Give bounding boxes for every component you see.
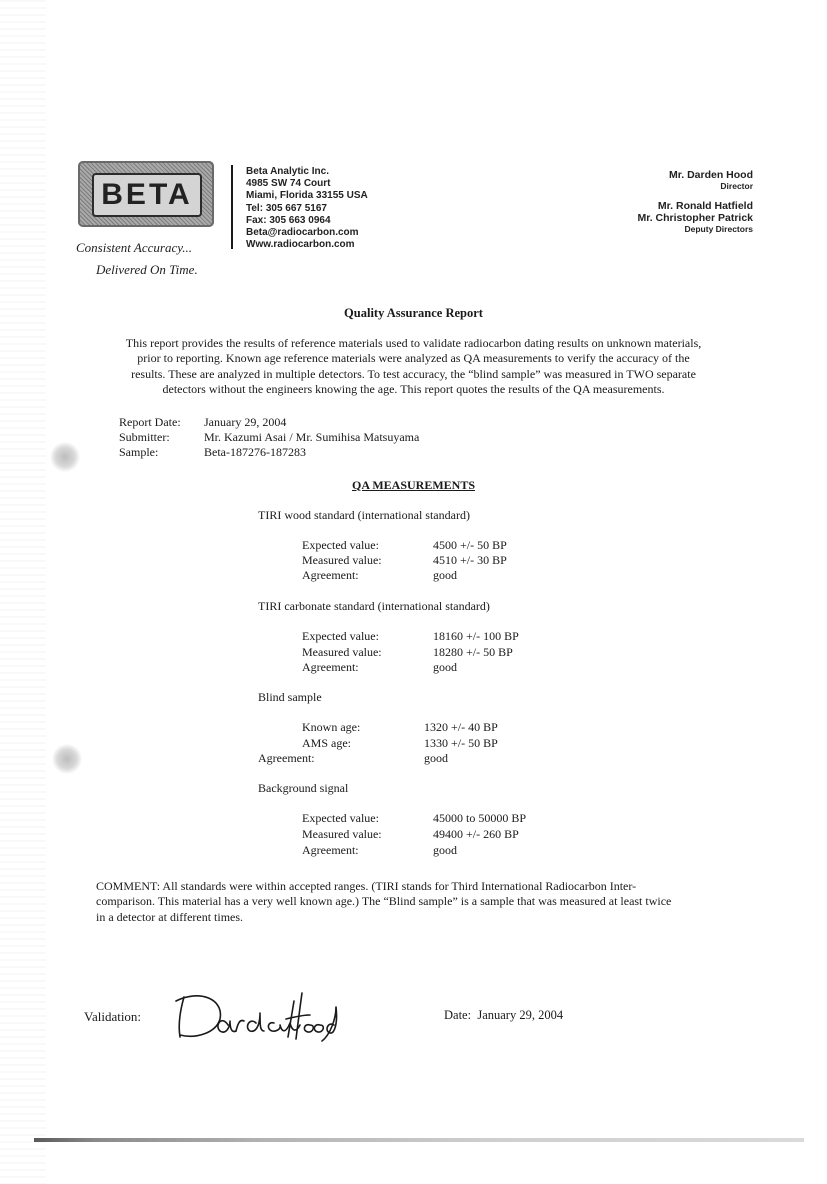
intro-line: detectors without the engineers knowing the age. This report quotes the results of the QA measurements. [162, 382, 665, 397]
row-value: 1320 +/- 40 BP [424, 720, 498, 734]
row-label: Expected value: [302, 811, 379, 825]
letterhead-divider [231, 165, 233, 249]
report-date-value: January 29, 2004 [204, 415, 287, 429]
beta-logo [78, 161, 214, 227]
row-label: Known age: [302, 720, 361, 734]
row-value: 18160 +/- 100 BP [433, 629, 519, 643]
company-address [246, 166, 368, 251]
website-line: Www.radiocarbon.com [246, 239, 355, 251]
comment-line: COMMENT: All standards were within accepted ranges. (TIRI stands for Third International Radiocarbon Inter- [96, 879, 637, 893]
row-label: Agreement: [302, 660, 359, 674]
scan-smudge [50, 442, 80, 472]
phone-line: Tel: 305 667 5167 [246, 202, 327, 214]
qa-measurements-heading: QA MEASUREMENTS [351, 478, 476, 492]
tagline-line-2: Delivered On Time. [96, 262, 198, 277]
validation-label: Validation: [84, 1009, 142, 1024]
validation-date [444, 1008, 563, 1023]
report-date-label: Report Date: [119, 415, 181, 429]
page-bottom-rule [34, 1138, 804, 1142]
comment-paragraph [96, 879, 756, 925]
date-value: January 29, 2004 [477, 1008, 564, 1022]
row-value: good [424, 751, 448, 765]
row-label: Expected value: [302, 629, 379, 643]
submitter-value: Mr. Kazumi Asai / Mr. Sumihisa Matsuyama [204, 430, 420, 444]
fax-line: Fax: 305 663 0964 [246, 214, 331, 226]
deputy-name-1: Mr. Ronald Hatfield [657, 200, 753, 212]
row-value: good [433, 568, 457, 582]
row-value: good [433, 660, 457, 674]
comment-line: in a detector at different times. [96, 909, 244, 924]
row-label: Measured value: [302, 553, 382, 567]
row-label: Agreement: [302, 843, 359, 857]
deputy-role: Deputy Directors [684, 224, 753, 234]
row-value: 45000 to 50000 BP [433, 811, 527, 825]
row-value: 1330 +/- 50 BP [424, 736, 498, 750]
intro-paragraph [86, 336, 741, 398]
director-name: Mr. Darden Hood [668, 169, 753, 181]
row-value: good [433, 843, 457, 857]
scan-edge [0, 0, 46, 1184]
address-line: 4985 SW 74 Court [246, 178, 331, 190]
row-value: 49400 +/- 260 BP [433, 827, 519, 841]
scan-smudge [52, 744, 82, 774]
sample-label: Sample: [119, 445, 159, 459]
intro-line: prior to reporting. Known age reference materials were analyzed as QA measurements to verify the accuracy of the [137, 351, 690, 366]
signature-text: Darden Hood [170, 985, 176, 986]
sample-value: Beta-187276-187283 [204, 445, 306, 459]
row-label: Agreement: [302, 568, 359, 582]
logo-text: BETA [101, 178, 193, 211]
row-label: Agreement: [258, 751, 315, 765]
director-role: Director [720, 181, 753, 191]
row-label: Expected value: [302, 538, 379, 552]
section-title-blind-sample: Blind sample [258, 690, 322, 704]
section-title-background-signal: Background signal [258, 781, 349, 795]
signature [170, 985, 340, 1045]
tagline-line-1: Consistent Accuracy... [76, 240, 193, 255]
address-line: Beta Analytic Inc. [246, 166, 329, 177]
comment-line: comparison. This material has a very well known age.) The “Blind sample” is a sample that was measured at least twice [96, 894, 672, 909]
row-label: Measured value: [302, 827, 382, 841]
date-label: Date: [444, 1008, 472, 1022]
deputy-name-2: Mr. Christopher Patrick [637, 212, 753, 224]
row-value: 4500 +/- 50 BP [433, 538, 507, 552]
address-line: Miami, Florida 33155 USA [246, 190, 368, 202]
row-value: 18280 +/- 50 BP [433, 645, 513, 659]
row-value: 4510 +/- 30 BP [433, 553, 507, 567]
email-line: Beta@radiocarbon.com [246, 227, 359, 239]
intro-line: This report provides the results of reference materials used to validate radiocarbon dating results on unknown materials, [125, 336, 702, 350]
report-title: Quality Assurance Report [344, 306, 483, 320]
row-label: AMS age: [302, 736, 351, 750]
submitter-label: Submitter: [119, 430, 170, 444]
section-title-tiri-carbonate: TIRI carbonate standard (international standard) [258, 599, 490, 613]
intro-line: results. These are analyzed in multiple detectors. To test accuracy, the “blind sample” was measured in TWO separate [131, 366, 696, 381]
row-label: Measured value: [302, 645, 382, 659]
section-title-tiri-wood: TIRI wood standard (international standard) [258, 508, 470, 522]
